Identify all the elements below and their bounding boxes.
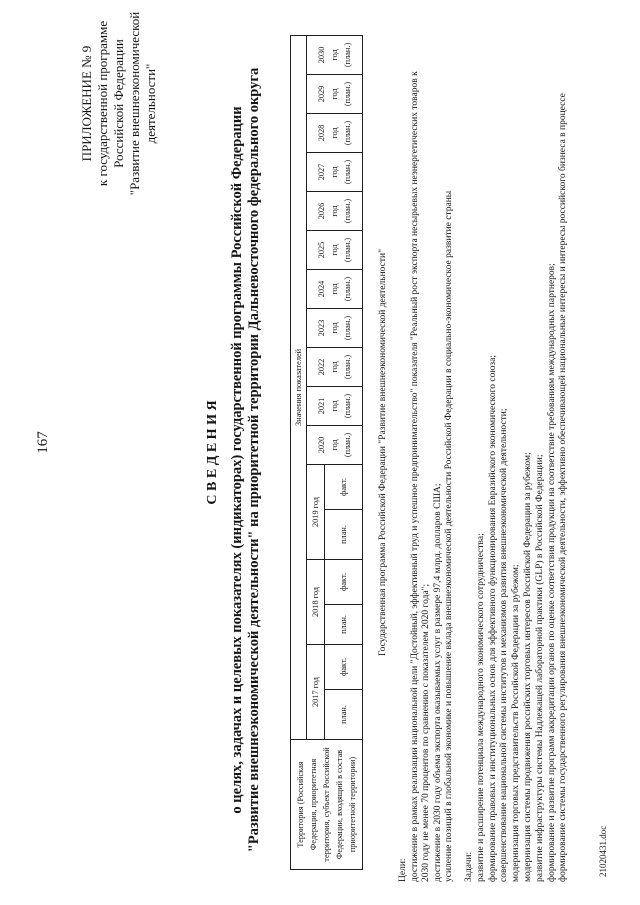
year-type: (план.): [343, 393, 352, 419]
year-2024-header: [307, 270, 363, 309]
goal-line: достижение в 2030 году объема экспорта оказываемых услуг в размере 97,4 млрд. долларов США;: [432, 483, 443, 882]
year-2027-header: [307, 153, 363, 192]
title-line: "Развитие внешнеэкономической деятельности" на приоритетной территории Дальневосточного федерального округа: [246, 67, 262, 853]
appendix-line: деятельности": [143, 63, 158, 144]
year-2019-plan-header: план.: [325, 510, 363, 560]
appendix-line: ПРИЛОЖЕНИЕ № 9: [79, 45, 94, 162]
title-line: о целях, задачах и целевых показателях (индикаторах) государственной программы Российской Федерации: [229, 106, 245, 814]
document-title: [229, 25, 263, 895]
task-line: совершенствование национальной системы институтов и механизмов развития внешнеэкономической деятельности;: [499, 408, 510, 882]
year-2029-header: [307, 75, 363, 114]
year-type: (план.): [343, 159, 352, 185]
year-2018-plan-header: план.: [325, 605, 363, 645]
territory-header: [291, 740, 363, 870]
year-label: 2028: [317, 124, 326, 142]
territory-header-line: территория, субъект Российской: [322, 747, 331, 862]
year-unit: год: [330, 439, 339, 451]
year-unit: год: [330, 166, 339, 178]
year-unit: год: [330, 361, 339, 373]
task-line: развитие и расширение потенциала международного экономического сотрудничества;: [475, 533, 486, 882]
goal-line: достижение в рамках реализации национальной цели "Достойный, эффективный труд и успешное предпринимательство" показателя "Реальный рост экспорта несырьевых неэнергетических товаров к: [409, 71, 420, 882]
task-line: модернизация торговых представительств Российской Федерации за рубежом;: [511, 564, 522, 882]
year-unit: год: [330, 88, 339, 100]
year-label: 2020: [317, 436, 326, 454]
tasks-label: Задачи:: [464, 851, 474, 882]
page-number: 167: [35, 431, 51, 454]
year-2025-header: [307, 231, 363, 270]
year-type: (план.): [343, 237, 352, 263]
year-2020-header: [307, 426, 363, 465]
year-type: (план.): [343, 198, 352, 224]
year-unit: год: [330, 127, 339, 139]
year-2030-header: [307, 35, 363, 74]
year-2022-header: [307, 348, 363, 387]
goal-line: 2030 году не менее 70 процентов по сравнению с показателем 2020 года";: [421, 583, 432, 882]
task-line: формирование и развитие программ аккредитации органов по оценке соответствия продукции на соответствие требованиям международных партнеров;: [546, 263, 557, 882]
year-unit: год: [330, 244, 339, 256]
appendix-line: Российской Федерации: [111, 39, 126, 168]
year-2018-header: 2018 год: [307, 560, 325, 645]
year-2017-fact-header: факт.: [325, 645, 363, 690]
values-header: Значения показателей: [291, 35, 307, 739]
task-line: формирование системы государственного регулирования внешнеэкономической деятельности, эффективно обеспечивающей национальные интересы и интересы российского бизнеса в процессе: [558, 93, 569, 882]
year-label: 2026: [317, 202, 326, 220]
appendix-caption: [79, 0, 159, 207]
file-name-footer: 21020431.doc: [598, 825, 608, 877]
year-2017-header: 2017 год: [307, 645, 325, 740]
document-heading: С В Е Д Е Н И Я: [205, 400, 220, 505]
year-2017-plan-header: план.: [325, 690, 363, 740]
year-unit: год: [330, 400, 339, 412]
year-2023-header: [307, 309, 363, 348]
year-2028-header: [307, 114, 363, 153]
task-line: формирование правовых и институциональных основ для эффективного функционирования Евразийского экономического союза;: [487, 354, 498, 882]
year-label: 2021: [317, 397, 326, 415]
year-unit: год: [330, 283, 339, 295]
tasks-section: [464, 93, 570, 882]
year-label: 2023: [317, 319, 326, 337]
task-line: развитие инфраструктуры системы Надлежащей лабораторной практики (GLP) в Российской Федерации;: [534, 454, 545, 882]
year-2026-header: [307, 192, 363, 231]
goals-section: [398, 71, 456, 882]
year-type: (план.): [343, 120, 352, 146]
year-2018-fact-header: факт.: [325, 560, 363, 605]
year-label: 2027: [317, 163, 326, 181]
indicators-table: [290, 35, 363, 870]
task-line: модернизация системы продвижения российских торговых интересов Российской Федерации за рубежом;: [522, 452, 533, 882]
year-label: 2029: [317, 85, 326, 103]
territory-header-line: Территория (Российская: [296, 761, 305, 848]
year-type: (план.): [343, 315, 352, 341]
territory-header-line: Федерация, приоритетная: [309, 758, 318, 851]
year-unit: год: [330, 322, 339, 334]
appendix-line: "Развитие внешнеэкономической: [127, 11, 142, 196]
year-label: 2022: [317, 358, 326, 376]
year-2019-fact-header: факт.: [325, 465, 363, 510]
year-2019-header: 2019 год: [307, 465, 325, 560]
year-type: (план.): [343, 276, 352, 302]
program-row: Государственная программа Российской Федерации "Развитие внешнеэкономической деятельности": [378, 249, 388, 656]
year-type: (план.): [343, 81, 352, 107]
appendix-line: к государственной программе: [95, 20, 110, 187]
territory-header-line: Федерации, входящий в состав: [335, 749, 344, 860]
year-type: (план.): [343, 42, 352, 68]
year-2021-header: [307, 387, 363, 426]
goal-line: усиление позиций в глобальной экономике и повышение вклада внешнеэкономической деятельности Российской Федерации в социально-экономическое развитие страны: [444, 190, 455, 882]
year-label: 2025: [317, 241, 326, 259]
year-label: 2030: [317, 46, 326, 64]
year-unit: год: [330, 205, 339, 217]
year-type: (план.): [343, 432, 352, 458]
year-label: 2024: [317, 280, 326, 298]
goals-label: Цели:: [398, 858, 408, 882]
year-unit: год: [330, 49, 339, 61]
year-type: (план.): [343, 354, 352, 380]
territory-header-line: приоритетной территории): [348, 756, 357, 853]
